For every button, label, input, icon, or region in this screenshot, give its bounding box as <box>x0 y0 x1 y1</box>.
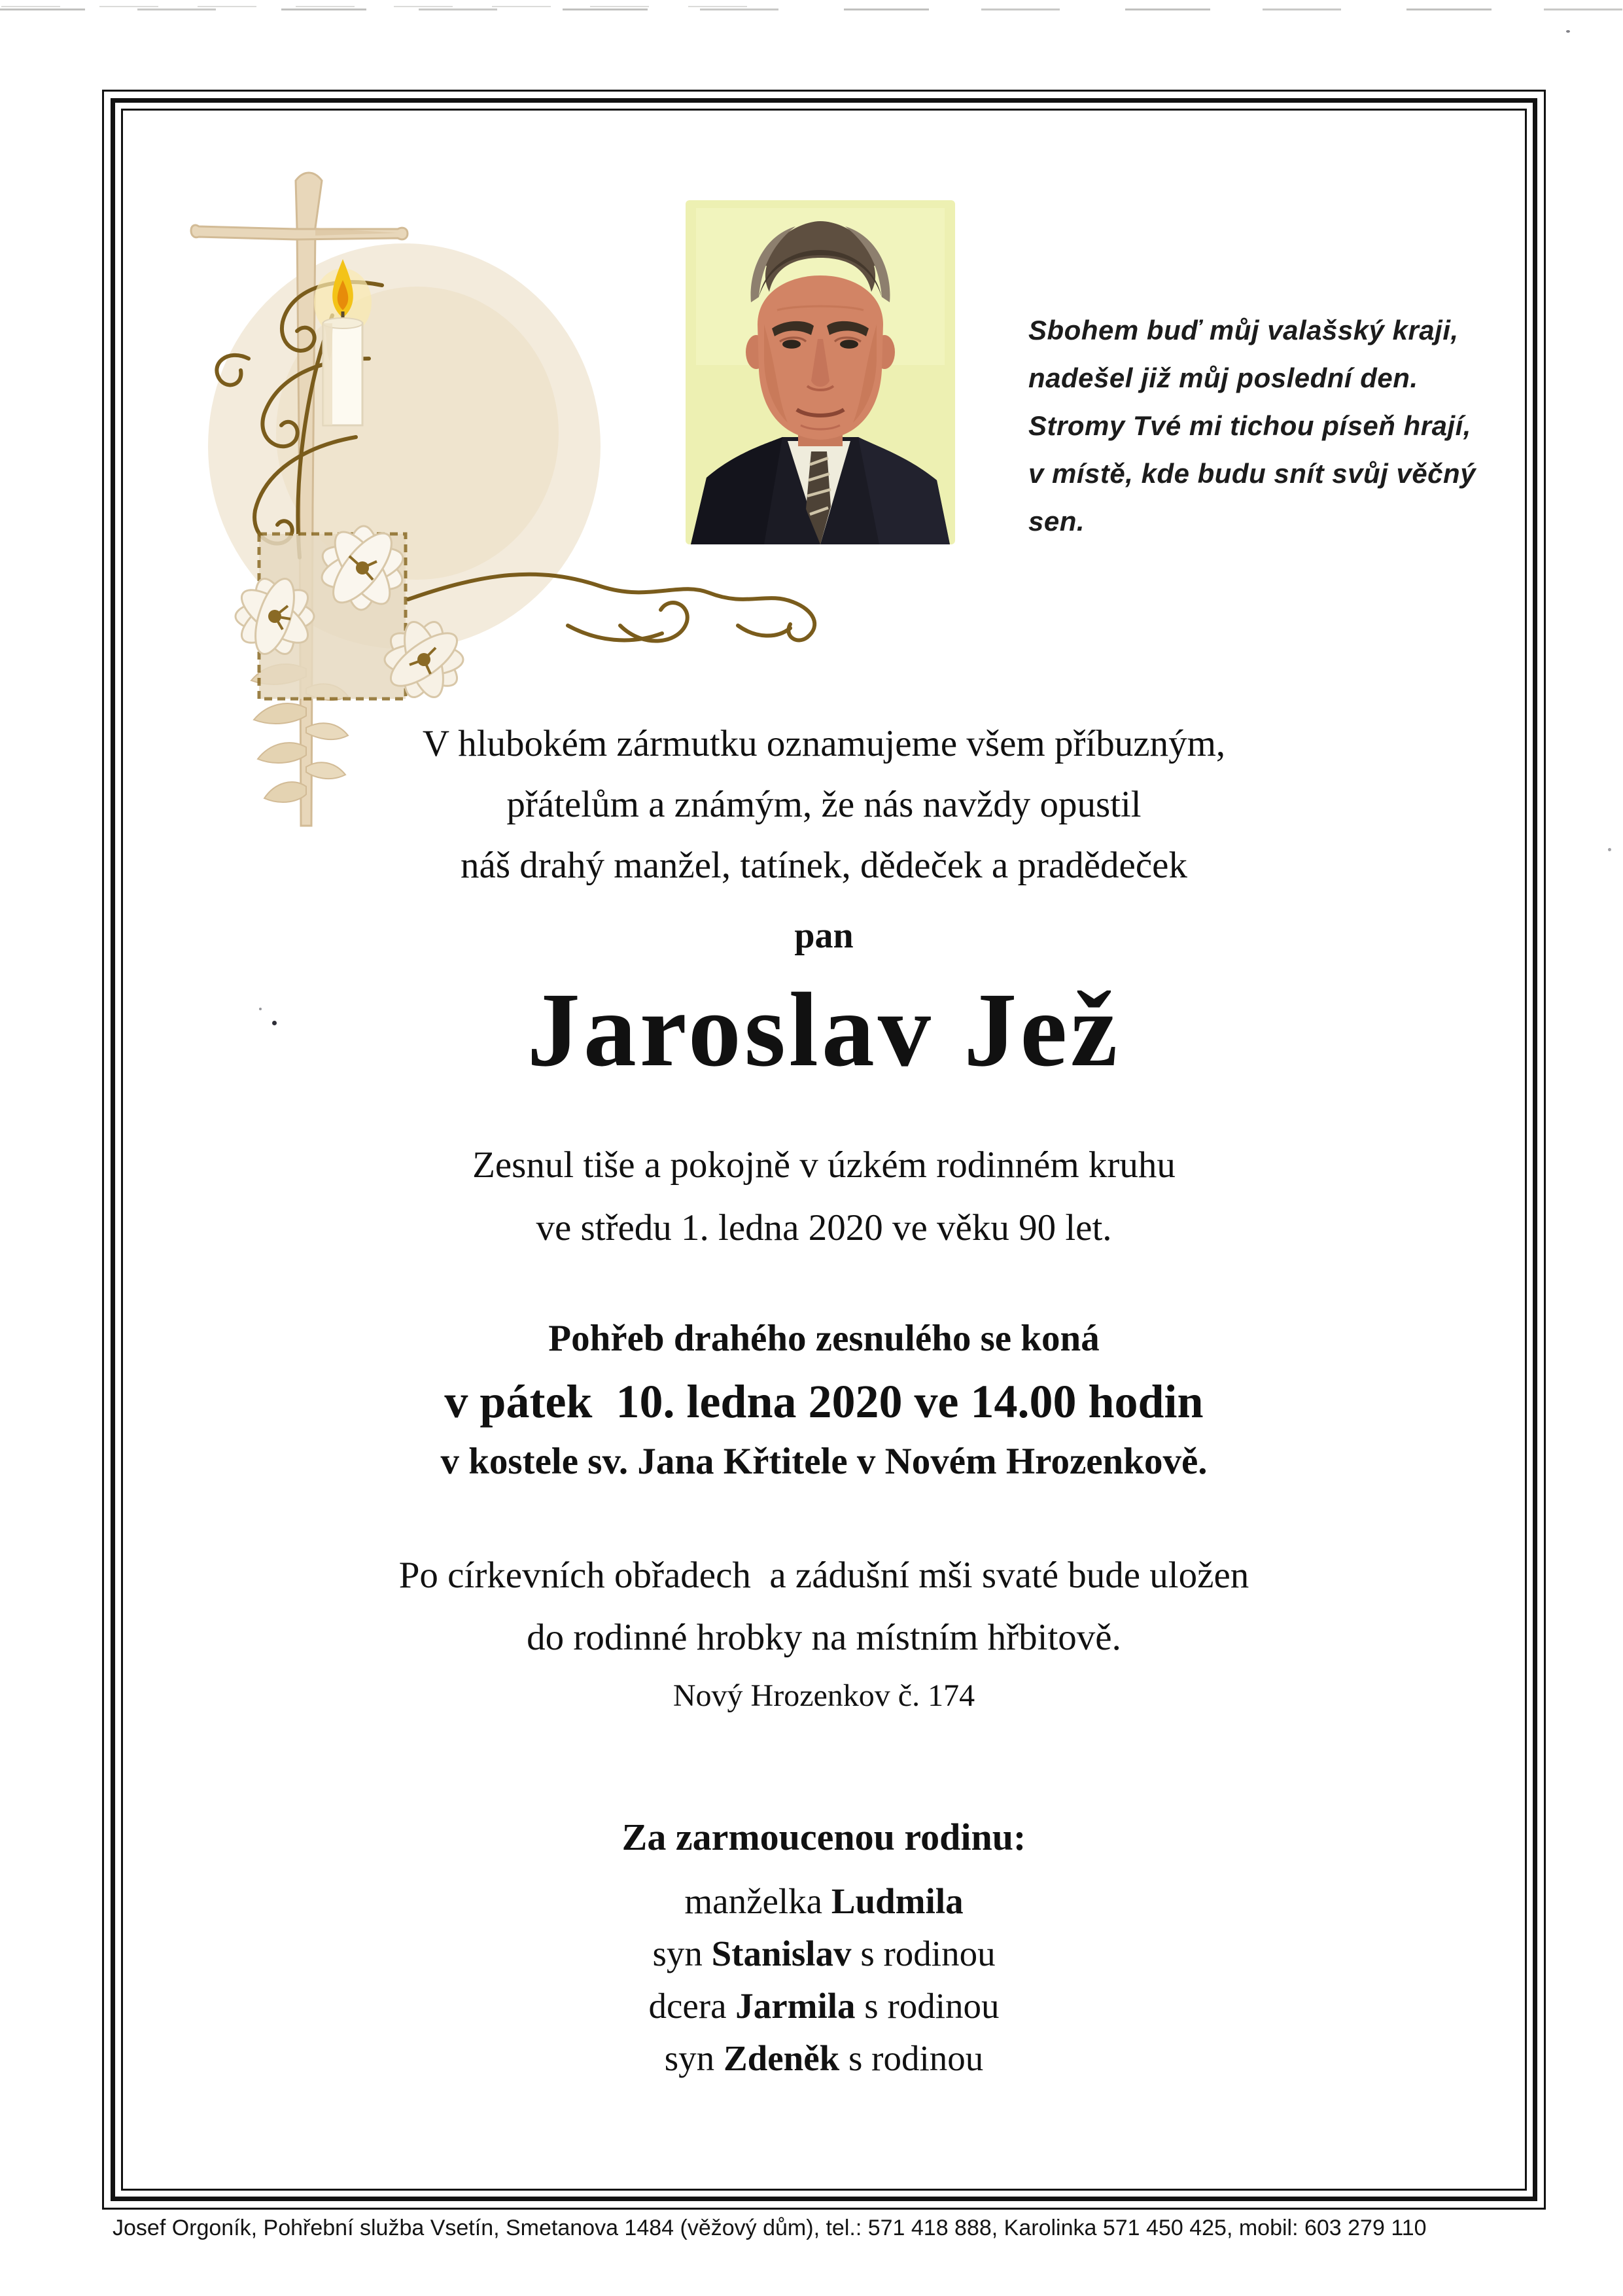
family-member <box>102 1875 1546 1928</box>
death-info <box>102 1134 1546 1260</box>
poem-line: Sbohem buď můj valašský kraji, <box>1028 315 1459 345</box>
family-heading: Za zarmoucenou rodinu: <box>621 1816 1026 1858</box>
scan-speck <box>1566 30 1570 33</box>
funeral-service-contact: Josef Orgoník, Pohřební služba Vsetín, Smetanova 1484 (věžový dům), tel.: 571 418 888, Karolinka 571 450 425, mobil: 603 279 110 <box>113 2216 1427 2240</box>
scan-artifact-line <box>0 9 1623 10</box>
family-member-name: Jarmila <box>735 1986 856 2026</box>
poem-line: v místě, kde budu snít svůj věčný sen. <box>1028 458 1476 537</box>
home-address: Nový Hrozenkov č. 174 <box>672 1678 975 1713</box>
funeral-datetime: v pátek 10. ledna 2020 ve 14.00 hodin <box>444 1375 1204 1428</box>
funeral-details <box>102 1315 1546 1485</box>
deceased-name: Jaroslav Jež <box>527 972 1121 1089</box>
title-prefix: pan <box>794 915 854 956</box>
burial-line: do rodinné hrobky na místním hřbitově. <box>527 1617 1121 1658</box>
family-member-relation: syn <box>652 1934 712 1973</box>
announcement-line: náš drahý manžel, tatínek, dědeček a pradědeček <box>461 845 1187 886</box>
family-member-name: Stanislav <box>711 1934 852 1973</box>
announcement-line: přátelům a známým, že nás navždy opustil <box>506 784 1142 825</box>
family-member-relation: manželka <box>684 1881 831 1921</box>
family-member-name: Zdeněk <box>723 2038 840 2078</box>
poem-line: nadešel již můj poslední den. <box>1028 362 1418 393</box>
mourning-family <box>102 1814 1546 2085</box>
family-member-suffix: s rodinou <box>851 1934 996 1973</box>
announcement-text <box>102 713 1546 896</box>
announcement-line: V hlubokém zármutku oznamujeme všem příbuzným, <box>422 723 1226 764</box>
scan-speck <box>1608 848 1611 851</box>
farewell-poem <box>1028 306 1499 545</box>
family-member-suffix: s rodinou <box>855 1986 1000 2026</box>
funeral-heading: Pohřeb drahého zesnulého se koná <box>548 1318 1100 1359</box>
family-member-relation: dcera <box>648 1986 736 2026</box>
burial-info <box>102 1544 1546 1669</box>
funeral-place: v kostele sv. Jana Křtitele v Novém Hrozenkově. <box>440 1441 1208 1482</box>
poem-line: Stromy Tvé mi tichou píseň hrají, <box>1028 410 1471 441</box>
family-member <box>102 2032 1546 2085</box>
family-member <box>102 1980 1546 2032</box>
family-member-relation: syn <box>664 2038 724 2078</box>
portrait-photo <box>686 200 955 544</box>
family-member <box>102 1928 1546 1980</box>
scan-artifact-line <box>1 6 748 7</box>
death-info-line: Zesnul tiše a pokojně v úzkém rodinném kruhu <box>472 1144 1176 1186</box>
candle-icon <box>314 259 372 425</box>
death-info-line: ve středu 1. ledna 2020 ve věku 90 let. <box>536 1207 1112 1248</box>
family-member-name: Ludmila <box>831 1881 964 1921</box>
family-member-suffix: s rodinou <box>839 2038 984 2078</box>
burial-line: Po církevních obřadech a zádušní mši svaté bude uložen <box>398 1555 1249 1596</box>
